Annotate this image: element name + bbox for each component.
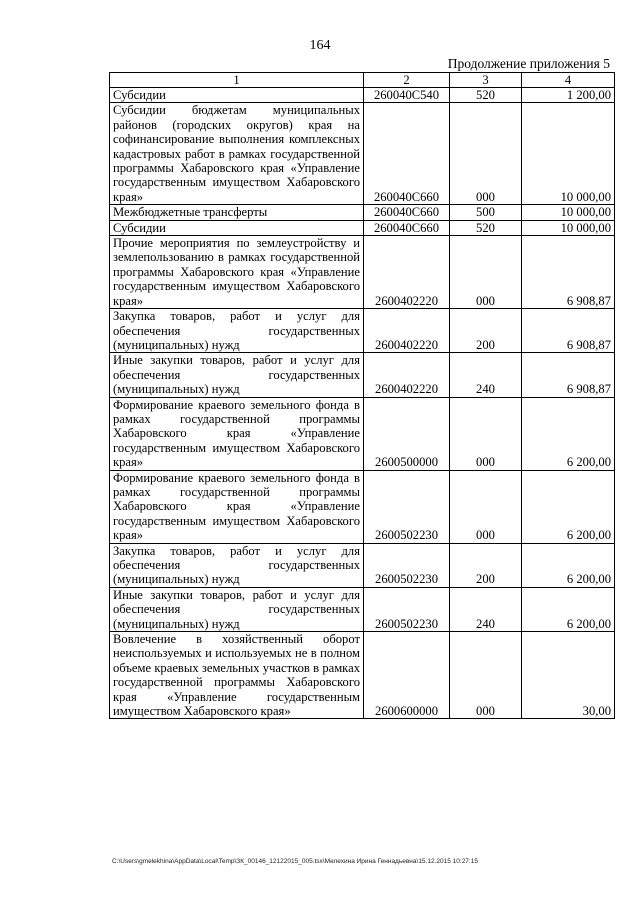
row-type: 200	[450, 309, 522, 353]
row-code: 2600502230	[364, 587, 450, 631]
row-code: 2600402220	[364, 309, 450, 353]
row-type: 000	[450, 632, 522, 719]
row-name: Межбюджетные трансферты	[110, 205, 364, 220]
row-code: 2600402220	[364, 353, 450, 397]
row-amount: 6 908,87	[522, 353, 615, 397]
row-code: 260040С660	[364, 220, 450, 235]
table-row	[110, 88, 615, 103]
row-amount: 6 200,00	[522, 587, 615, 631]
row-name: Субсидии	[110, 220, 364, 235]
budget-table	[109, 72, 615, 719]
table-row	[110, 309, 615, 353]
row-amount: 6 908,87	[522, 236, 615, 309]
row-name: Закупка товаров, работ и услуг для обеспечения государственных (муниципальных) нужд	[110, 309, 364, 353]
continuation-label: Продолжение приложения 5	[447, 56, 610, 71]
table-row	[110, 353, 615, 397]
header-cell: 1	[110, 73, 364, 88]
row-amount: 6 200,00	[522, 397, 615, 470]
row-name: Формирование краевого земельного фонда в рамках государственной программы Хабаровского края «Управление государственным имуществом Хабаровского края»	[110, 397, 364, 470]
row-name: Иные закупки товаров, работ и услуг для обеспечения государственных (муниципальных) нужд	[110, 587, 364, 631]
row-amount: 30,00	[522, 632, 615, 719]
row-amount: 6 908,87	[522, 309, 615, 353]
row-code: 2600402220	[364, 236, 450, 309]
row-amount: 10 000,00	[522, 220, 615, 235]
row-amount: 10 000,00	[522, 103, 615, 205]
table-row	[110, 103, 615, 205]
row-type: 000	[450, 103, 522, 205]
table-row	[110, 236, 615, 309]
row-amount: 10 000,00	[522, 205, 615, 220]
row-code: 2600502230	[364, 470, 450, 543]
row-amount: 6 200,00	[522, 543, 615, 587]
table-row	[110, 543, 615, 587]
row-code: 2600500000	[364, 397, 450, 470]
row-type: 000	[450, 470, 522, 543]
row-name: Субсидии	[110, 88, 364, 103]
row-type: 240	[450, 587, 522, 631]
row-name: Закупка товаров, работ и услуг для обеспечения государственных (муниципальных) нужд	[110, 543, 364, 587]
header-cell: 4	[522, 73, 615, 88]
header-row	[110, 73, 615, 88]
row-amount: 6 200,00	[522, 470, 615, 543]
row-name: Субсидии бюджетам муниципальных районов (городских округов) края на софинансирование выполнения комплексных кадастровых работ в рамках государственной программы Хабаровского края «Управление государственным имуществом Хабаровского края»	[110, 103, 364, 205]
row-code: 2600600000	[364, 632, 450, 719]
table-row	[110, 205, 615, 220]
row-type: 500	[450, 205, 522, 220]
footer-file-path: C:\Users\gmelekhina\AppData\Local\Temp\ЗК_00146_12122015_005.tsx\Мелехина Ирина Геннадьевна\15.12.2015 10:27:15	[112, 858, 478, 865]
table-row	[110, 220, 615, 235]
row-type: 240	[450, 353, 522, 397]
header-cell: 2	[364, 73, 450, 88]
table-row	[110, 587, 615, 631]
row-name: Формирование краевого земельного фонда в рамках государственной программы Хабаровского края «Управление государственным имуществом Хабаровского края»	[110, 470, 364, 543]
row-type: 520	[450, 88, 522, 103]
row-code: 260040С540	[364, 88, 450, 103]
page-number: 164	[309, 38, 331, 53]
table-row	[110, 397, 615, 470]
row-name: Прочие мероприятия по землеустройству и землепользованию в рамках государственной программы Хабаровского края «Управление государственным имуществом Хабаровского края»	[110, 236, 364, 309]
row-type: 200	[450, 543, 522, 587]
row-code: 2600502230	[364, 543, 450, 587]
row-amount: 1 200,00	[522, 88, 615, 103]
row-type: 000	[450, 397, 522, 470]
table-row	[110, 632, 615, 719]
row-name: Иные закупки товаров, работ и услуг для обеспечения государственных (муниципальных) нужд	[110, 353, 364, 397]
row-type: 520	[450, 220, 522, 235]
table-row	[110, 470, 615, 543]
row-code: 260040С660	[364, 103, 450, 205]
header-cell: 3	[450, 73, 522, 88]
row-type: 000	[450, 236, 522, 309]
row-name: Вовлечение в хозяйственный оборот неиспользуемых и используемых не в полном объеме краевых земельных участков в рамках государственной программы Хабаровского края «Управление государственным имуществом Хабаровского края»	[110, 632, 364, 719]
row-code: 260040С660	[364, 205, 450, 220]
